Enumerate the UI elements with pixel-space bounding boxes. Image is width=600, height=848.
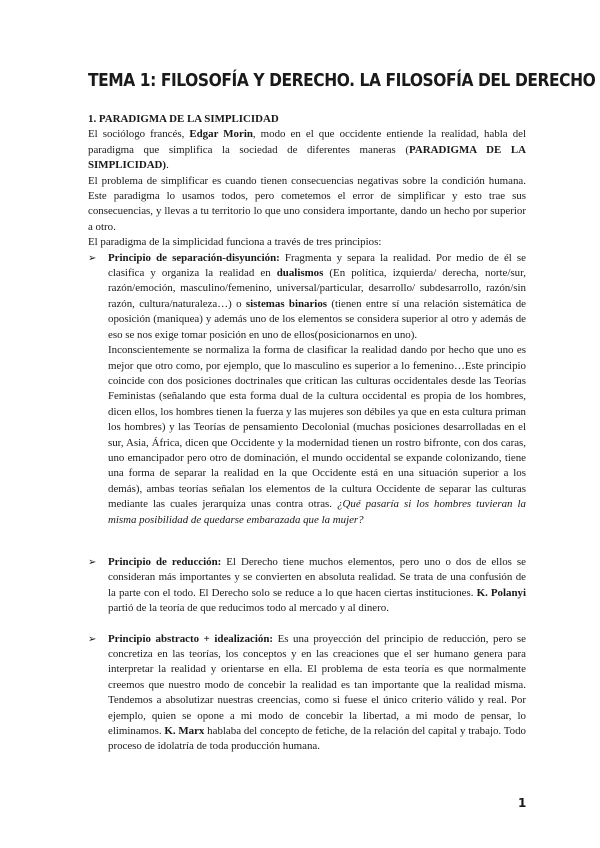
principles-list <box>88 251 526 755</box>
arrow-bullet-icon: ➢ <box>88 556 97 568</box>
principle-item-abstracto <box>88 632 526 755</box>
document-body <box>88 112 526 755</box>
intro-text: El sociólogo francés, <box>88 128 190 141</box>
principle-paragraph <box>108 555 526 617</box>
principle-title: Principio abstracto + idealización: <box>108 632 274 645</box>
principle-text: partió de la teoría de que reducimos todo al mercado y al dinero. <box>108 602 389 615</box>
principle-text: El Derecho tiene muchos elementos, pero uno o dos de ellos se consideran más importantes y se convierten en absoluta realidad. Se trata de una confusión de la parte con el todo. El Derecho solo se reduce a lo que hacen ciertas instituciones. <box>108 555 526 599</box>
arrow-bullet-icon: ➢ <box>88 252 97 264</box>
author-name-morin: Edgar Morin <box>189 128 253 141</box>
principle-title: Principio de separación-disyunción: <box>108 251 280 264</box>
intro-paragraph-1 <box>88 127 526 173</box>
intro-paragraph-2: El problema de simplificar es cuando tienen consecuencias negativas sobre la condición humana. Este paradigma lo usamos todos, pero cometemos el error de simplificar y esto trae sus consecuencias, y llevas a tu territorio lo que uno considera importante, dando un hecho por superior a otro. <box>88 174 526 233</box>
principle-item-reduccion <box>88 555 526 617</box>
principle-text: Fragmenta y separa la realidad. Por medio de él se clasifica y organiza la realidad en <box>108 251 526 280</box>
intro-paragraph-3: El paradigma de la simplicidad funciona a través de tres principios: <box>88 236 382 249</box>
principle-text: (tienen entre sí una relación sistemática de oposición (maniquea) y además uno de los elementos se considera superior al otro y además de eso se nos exige tomar posición en uno de ellos(posicionarnos en uno). <box>108 297 526 341</box>
page-title: TEMA 1: FILOSOFÍA Y DERECHO. LA FILOSOFÍA DEL DERECHO <box>88 70 596 91</box>
principle-paragraph <box>108 251 526 343</box>
intro-text: . <box>166 159 169 172</box>
term-dualismos: dualismos <box>276 267 324 280</box>
principle-text: Es una proyección del principio de reducción, pero se concretiza en las teorías, los conceptos y en las creaciones que el ser humano genera para interpretar la realidad y orientarse en ella. El problema de esta teoría es que normalmente creemos que nuestro modo de concebir la realidad es tan importante que la realidad misma. Tendemos a absolutizar nuestras creencias, como si fuese el único criterio válido y real. Por ejemplo, quien se opone a mi modo de concebir la libertad, a mi modo de pensar, lo eliminamos. <box>108 632 526 738</box>
rhetorical-question: ¿Qué pasaría si los hombres tuvieran la misma posibilidad de quedarse embarazada que la mujer? <box>108 498 526 526</box>
author-name-polanyi: K. Polanyi <box>476 586 527 599</box>
author-name-marx: K. Marx <box>164 725 205 738</box>
principle-item-separacion <box>88 251 526 528</box>
section-heading: 1. PARADIGMA DE LA SIMPLICIDAD <box>88 113 279 125</box>
spacer <box>88 528 526 555</box>
principle-text: Inconscientemente se normaliza la forma de clasificar la realidad dando por hecho que uno es mejor que otro como, por ejemplo, que lo masculino es superior a lo femenino…Este principio coincide con dos posiciones doctrinales que critican las culturas occidentales desde las Teorías Feministas (señalando que esta forma dual de la cultura occidental es propia de los hombres, dicen ellos, los hombres tienen la fuerza y las mujeres son débiles ya que en esta cultura priman los hombres) y las Teorías de pensamiento Decolonial (muchas posiciones desarrolladas en el sur, Asia, África, dicen que Occidente y la modernidad tienen un rostro bifronte, con dos caras, uno emancipador pero otro de dominación, el mundo occidental se expande colonizando, tiene una forma de separar la realidad en la que Occidente está en una situación superior a los demás), ambas teorías señalan los elementos de la cultura Occidente de separar las culturas mediante las cuales jerarquiza unas contra otras. <box>108 344 526 511</box>
principle-paragraph <box>108 632 526 755</box>
intro-text: , modo en el que occidente entiende la realidad, habla del paradigma que simplifica la sociedad de diferentes maneras ( <box>88 128 526 156</box>
principle-text: hablaba del concepto de fetiche, de la relación del capital y trabajo. Todo proceso de idolatría de toda producción humana. <box>108 725 526 753</box>
principle-text: (En política, izquierda/ derecha, norte/sur, razón/emoción, masculino/femenino, universal/particular, desarrollo/ subdesarrollo, razón/sin razón, cultura/naturaleza…) o <box>108 267 526 310</box>
principle-paragraph <box>108 343 526 528</box>
spacer <box>88 617 526 632</box>
term-sistemas-binarios: sistemas binarios <box>245 297 328 310</box>
arrow-bullet-icon: ➢ <box>88 633 97 645</box>
page-number: 1 <box>518 796 527 810</box>
principle-title: Principio de reducción: <box>108 555 222 568</box>
paradigm-term: PARADIGMA DE LA SIMPLICIDAD) <box>88 143 526 172</box>
